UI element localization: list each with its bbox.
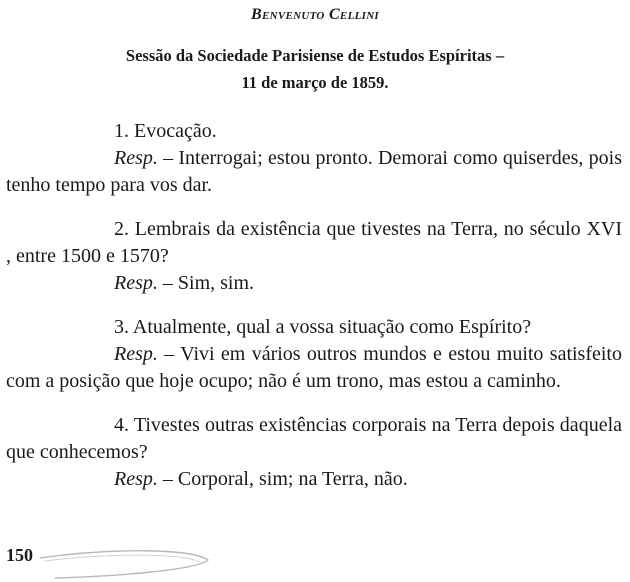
running-header: Benvenuto Cellini <box>250 6 380 23</box>
resp-label: Resp. <box>114 147 158 169</box>
question-4: 4. Tivestes outras existências corporais na Terra depois daquela que conhecemos? <box>6 414 622 463</box>
session-title-line-2: 11 de março de 1859. <box>241 73 389 92</box>
page-number-swoosh-ornament <box>0 538 260 582</box>
answer-2 <box>6 270 622 297</box>
question-3: 3. Atualmente, qual a vossa situação como Espírito? <box>114 316 532 338</box>
session-title-line-1: Sessão da Sociedade Parisiense de Estudos Espíritas – <box>125 46 505 65</box>
answer-1 <box>6 145 622 199</box>
session-title <box>40 42 590 96</box>
page-number: 150 <box>6 545 33 565</box>
question-2: 2. Lembrais da existência que tivestes na Terra, no século XVI , entre 1500 e 1570? <box>6 218 622 267</box>
body-text <box>6 118 622 493</box>
question-1: 1. Evocação. <box>114 120 217 142</box>
answer-text: – Sim, sim. <box>157 272 255 294</box>
resp-label: Resp. <box>114 272 158 294</box>
answer-text: – Corporal, sim; na Terra, não. <box>157 468 408 490</box>
answer-text: – Vivi em vários outros mundos e estou muito satisfeito com a posição que hoje ocupo; não é um trono, mas estou a caminho. <box>6 343 622 392</box>
answer-4 <box>6 466 622 493</box>
resp-label: Resp. <box>114 468 158 490</box>
answer-3 <box>6 341 622 395</box>
answer-text: – Interrogai; estou pronto. Demorai como quiserdes, pois tenho tempo para vos dar. <box>6 147 622 196</box>
resp-label: Resp. <box>114 343 158 365</box>
